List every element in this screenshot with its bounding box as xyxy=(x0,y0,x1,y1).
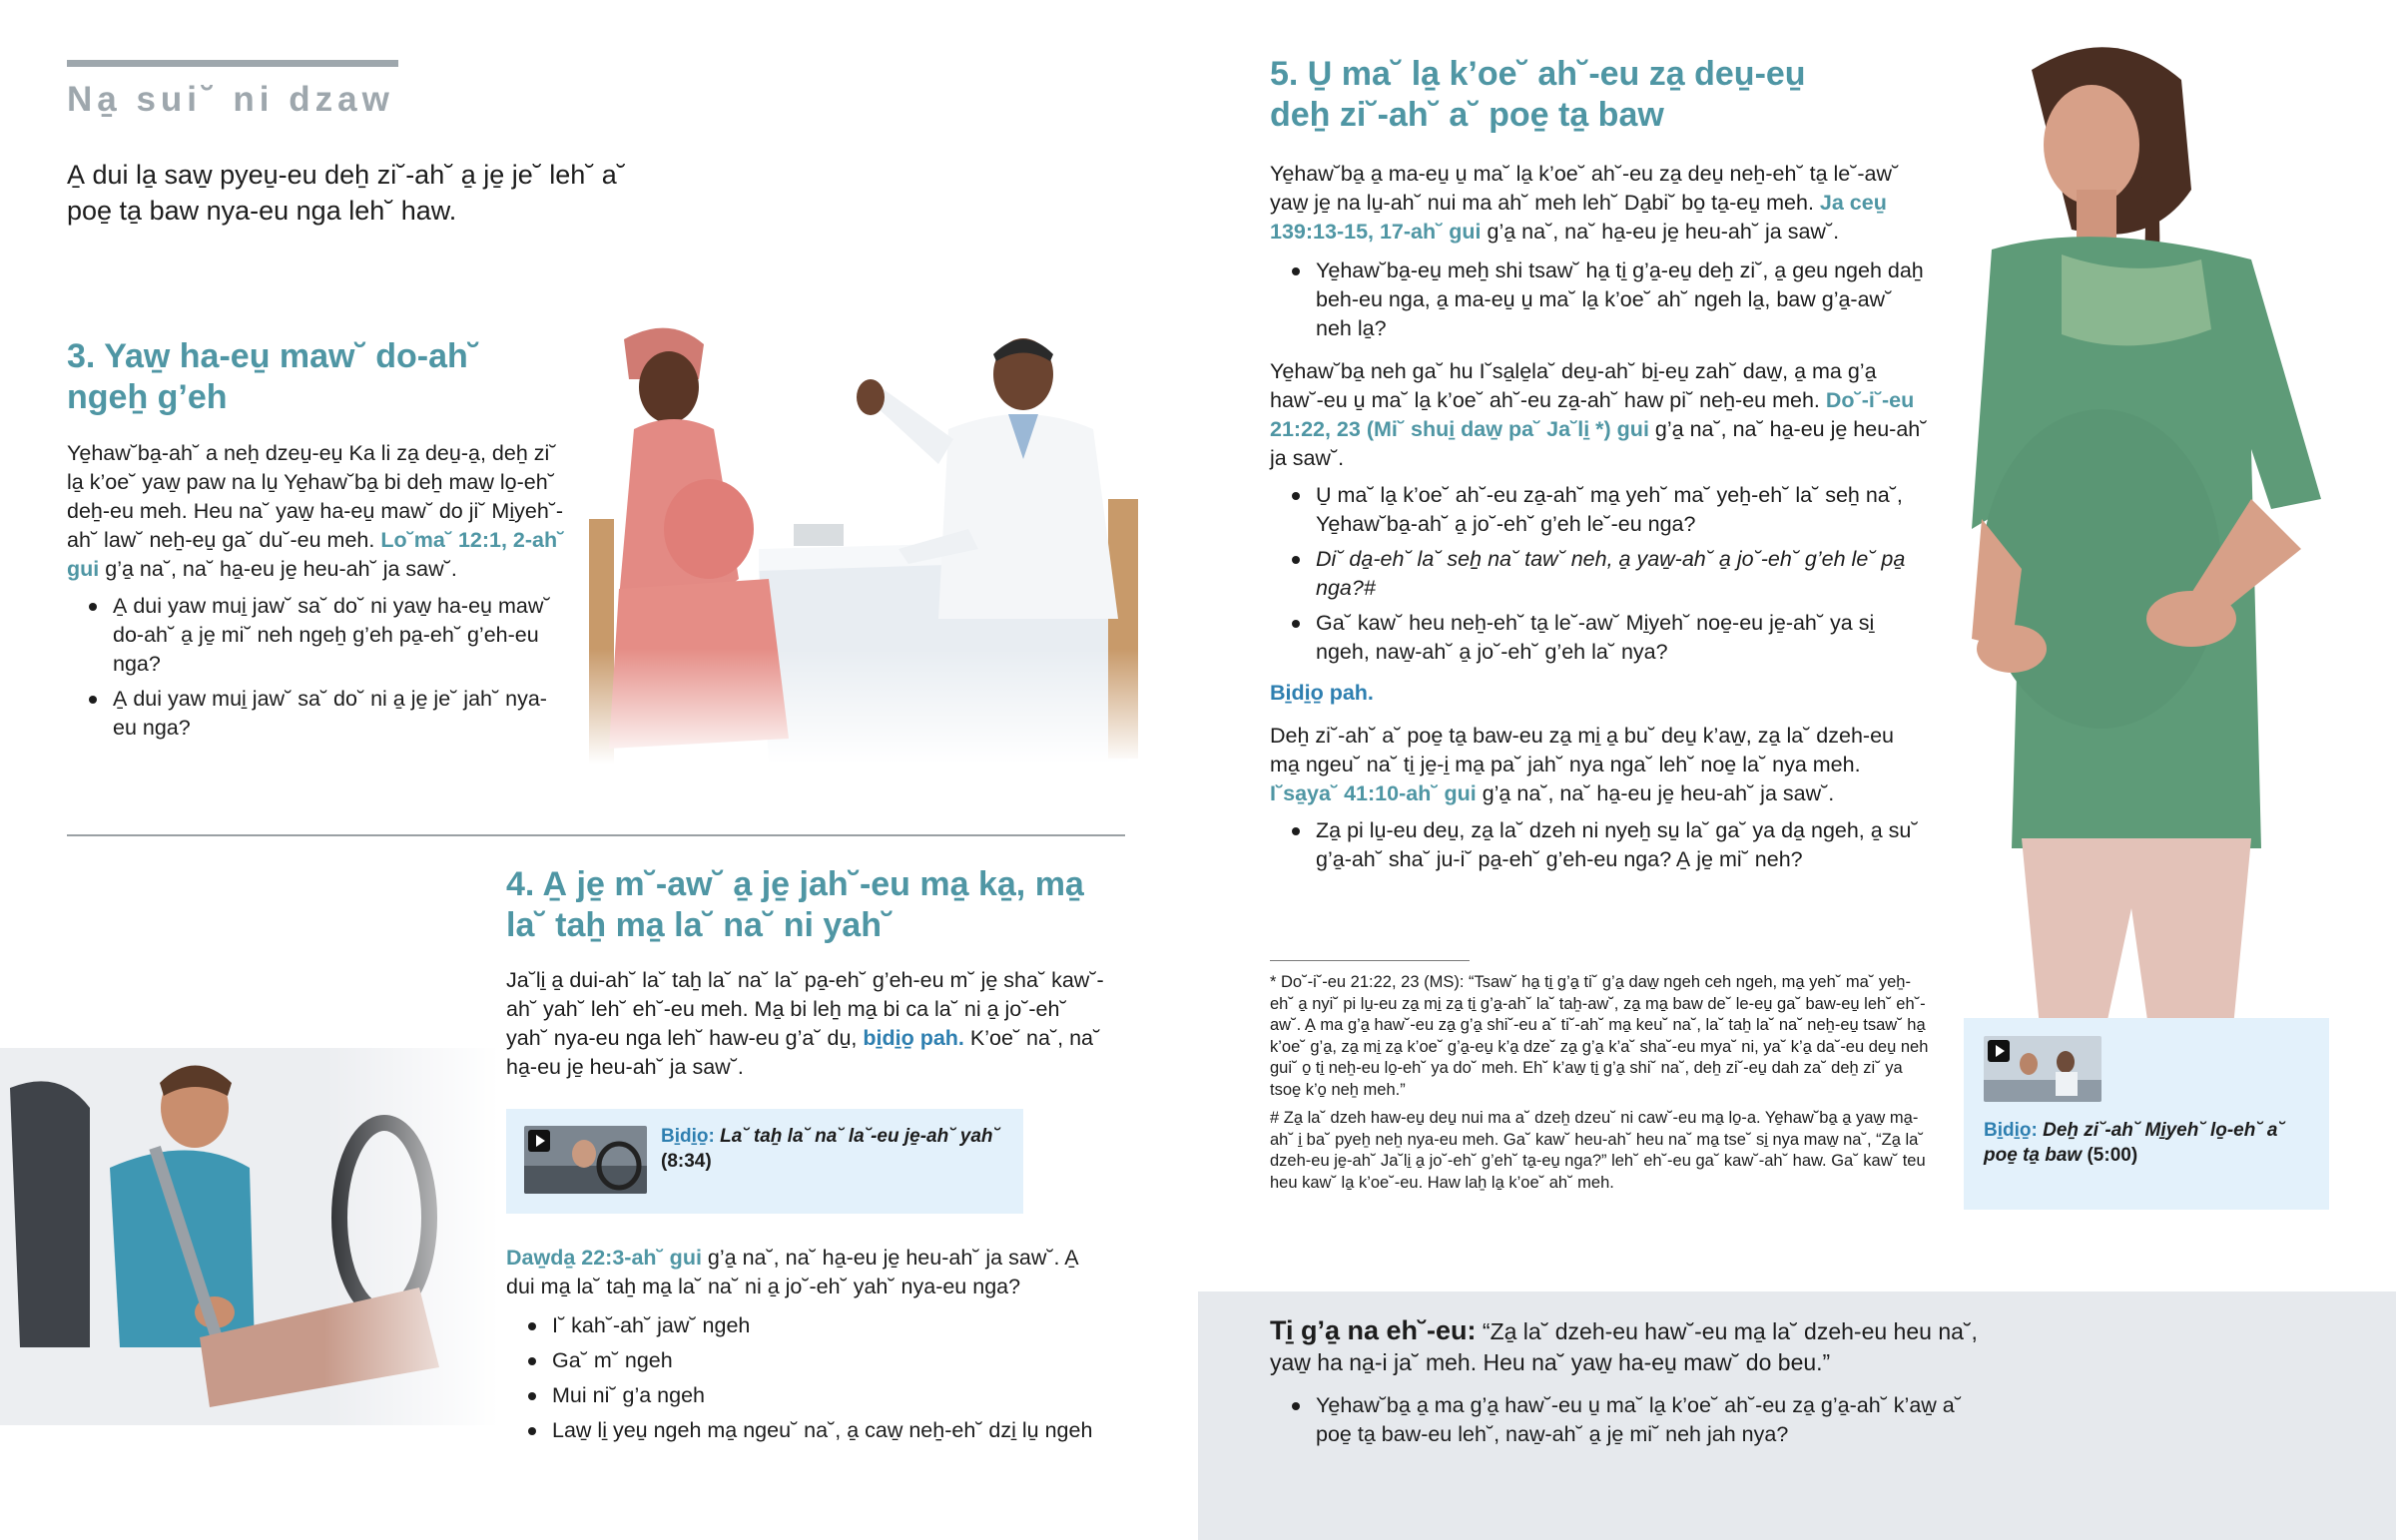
video-link[interactable]: bi̱di̱o̱ pah. xyxy=(863,1026,964,1050)
video-caption xyxy=(1984,1118,2313,1168)
header-rule xyxy=(67,60,398,67)
summary-label: Ti̱ g’a̱ na eh˘-eu: xyxy=(1270,1315,1477,1345)
section-4-options xyxy=(506,1311,1105,1445)
section-5-paragraph-1-end: g’a̱ na˘, na˘ ha̱-eu je̱ heu-ah˘ ja saw˘. xyxy=(1487,220,1840,244)
section-4-scripture-link[interactable]: Daw̱da̱ 22:3-ah˘ gui xyxy=(506,1246,702,1270)
section-3-questions xyxy=(67,592,566,743)
section-5-questions-2 xyxy=(1270,481,1929,667)
section-5-question-3 xyxy=(1270,816,1929,874)
footnote-1: * Do˘-i˘-eu 21:22, 23 (MS): “Tsaw˘ ha̱ ti̱ g’a̱ ti˘ g’a̱ daw̱ ngeh ceh ngeh, ma̱ yeh˘ ma˘ yeẖ-eh˘ a̱ nyi˘ pi lu̱-eu za̱ mi̱ za̱ ti̱ g’a̱-ah˘ la˘ taẖ-aw˘, za̱ ma̱ baw de˘ le-eu̱ ga˘ baw-eu̱ leh˘ eh˘-aw˘. A̱ ma g’a̱ haw˘-eu za̱ g’a̱ shi˘-eu a˘ ti˘-ah˘ ma̱ keu˘ na˘, la˘ taẖ la˘ na˘ neẖ-eu̱ tsaw˘ ha̱ k’oe˘ g’a̱, za̱ mi̱ za̱ k’oe˘ g’a̱-eu̱ k’a̱ dze˘ za̱ g’a̱ k’a˘ sha˘-eu mya˘ ni, ya˘ k’a̱ da˘-eu deu̱ neh gui˘ o̱ ti̱ neẖ-eu lo̱-eh˘ ya do˘ meh. Eh˘ k’aw̱ ti̱ g’a̱ shi˘ na˘, deẖ zi˘-eu̱ dah za˘ deẖ zi˘ ya tsoe̱ k’o̱ neẖ meh.” xyxy=(1270,973,1929,1099)
section-5-question-1 xyxy=(1270,257,1929,343)
list-item: Ye̱haw˘ba̱-eu̱ meẖ shi tsaw˘ ha̱ ti̱ g’a̱-eu̱ deẖ zi˘, a̱ geu ngeh daẖ beh-eu nga, a̱ ma-eu̱ u̱ ma˘ la̱ k’oe˘ ah˘ ngeh la̱, baw g’a̱-aw˘ neh la̱? xyxy=(1270,257,1929,343)
video-thumbnail[interactable] xyxy=(1984,1036,2101,1102)
video-thumbnail[interactable] xyxy=(524,1126,647,1194)
video-label: Bi̱di̱o̱: xyxy=(661,1126,715,1147)
list-item: Za̱ pi lu̱-eu deu̱, za̱ la˘ dzeh ni nyeẖ su̱ la˘ ga˘ ya da̱ ngeh, a̱ su˘ g’a̱-ah˘ sha˘ ju-i˘ pa̱-eh˘ g’eh-eu nga? A̱ je̱ mi˘ neh? xyxy=(1270,816,1929,874)
section-5-scripture-link-3[interactable]: I˘sa̱ya˘ 41:10-ah˘ gui xyxy=(1270,781,1477,805)
video-title: Deẖ zi˘-ah˘ Mi̱yeh˘ lo̱-eh˘ a˘ poe̱ ta̱ baw xyxy=(1984,1120,2284,1166)
section-4-paragraph: Ja˘li̱ a̱ dui-ah˘ la˘ taẖ la˘ na˘ la˘ pa̱-eh˘ g’eh-eu m˘ je̱ sha˘ kaw˘-ah˘ yah˘ leh˘ eh˘-eu meh. Ma̱ bi leẖ ma̱ bi ca la˘ ni a̱ jo˘-eh˘ yah˘ nya-eu nga leh˘ haw-eu g’a˘ du̱, xyxy=(506,968,1104,1050)
section-4-scripture-text: g’a̱ na˘, na˘ ha̱-eu je̱ heu-ah˘ ja saw˘. A̱ dui ma̱ la˘ taẖ ma̱ la˘ na˘ ni a̱ jo˘-eh˘ yah˘ nya-eu nga? xyxy=(506,1246,1079,1298)
section-3-body xyxy=(67,439,566,749)
list-item: U̱ ma˘ la̱ k’oe˘ ah˘-eu za̱-ah˘ ma̱ yeh˘ ma˘ yeẖ-eh˘ la˘ seẖ na˘, Ye̱haw˘ba̱-ah˘ a̱ jo˘-eh˘ g’eh le˘-eu nga? xyxy=(1270,481,1929,539)
summary-quote: “Za̱ la˘ dzeh-eu haw˘-eu ma̱ la˘ dzeh-eu heu na˘, yaw̱ ha na̱-i ja˘ meh. Heu na˘ yaw̱ ha-eu̱ maw˘ do beu.” xyxy=(1270,1318,1978,1375)
section-5-paragraph-1: Ye̱haw˘ba̱ a̱ ma-eu̱ u̱ ma˘ la̱ k’oe˘ ah˘-eu za̱ deu̱ neẖ-eh˘ ta̱ le˘-aw˘ yaw̱ je̱ na lu̱-ah˘ nui ma ah˘ meh leh˘ Da̱bi˘ bo̱ ta̱-eu̱ meh. xyxy=(1270,162,1900,215)
video-caption xyxy=(661,1124,1010,1174)
summary-text xyxy=(1270,1315,1999,1378)
section-5-scripture-link-2[interactable]: Do˘-i˘-eu 21:22, 23 (Mi˘ shui̱ daw̱ pa˘ Ja˘li̱ *) gui xyxy=(1270,388,1915,441)
list-item: Mui ni˘ g’a ngeh xyxy=(506,1381,1105,1410)
section-divider xyxy=(67,834,1125,836)
section-4-scripture-block xyxy=(506,1244,1105,1451)
list-item: A̱ dui yaw mui̱ jaw˘ sa˘ do˘ ni yaw̱ ha-eu̱ maw˘ do-ah˘ a̱ je̱ mi˘ neh ngeẖ g’eh pa̱-eh˘ g’eh-eu nga? xyxy=(67,592,566,679)
summary-questions xyxy=(1270,1391,1989,1455)
footnote-2: # Za̱ la˘ dzeh haw-eu̱ deu̱ nui ma a˘ dzeẖ dzeu˘ ni caw˘-eu ma̱ lo̱-a. Ye̱haw˘ba̱ a̱ yaw̱ ma̱-ah˘ i̱ ba˘ pyeẖ neẖ nya-eu meh. Ga˘ kaw˘ heu-ah˘ heu na˘ ma̱ tse˘ si̱ nya maw̱ na˘, “Za̱ la˘ dzeh-eu je̱-ah˘ Ja˘li̱ a̱ jo˘-eh˘ g’eh˘ ta̱-eu̱ nga?” leh˘ eh˘-eu ga˘ kaw˘-ah˘ haw. Ga˘ kaw˘ teu heu kaw˘ la̱ k’oe˘-eu. Haw laẖ la̱ k’oe˘ ah˘ meh. xyxy=(1270,1109,1926,1192)
section-3-paragraph-end: g’a̱ na˘, na˘ ha̱-eu je̱ heu-ah˘ ja saw˘. xyxy=(105,557,457,581)
list-item: Di˘ da̱-eh˘ la˘ seẖ na˘ taw˘ neh, a̱ yaw̱-ah˘ a̱ jo˘-eh˘ g’eh le˘ pa̱ nga?# xyxy=(1270,545,1929,603)
play-icon[interactable] xyxy=(528,1130,550,1152)
list-item: Ga˘ m˘ ngeh xyxy=(506,1346,1105,1375)
play-icon[interactable] xyxy=(1988,1040,2010,1062)
video-duration: (5:00) xyxy=(2087,1145,2138,1166)
list-item: Law̱ li̱ yeu̱ ngeh ma̱ ngeu˘ na˘, a̱ caw̱ neẖ-eh˘ dzi̱ lu̱ ngeh xyxy=(506,1416,1105,1445)
section-3-heading: 3. Yaw̱ ha-eu̱ maw˘ do-ah˘ ngeẖ g’eh xyxy=(67,337,480,416)
lesson-intro: A̱ dui la̱ saw̱ pyeu̱-eu deẖ zi˘-ah˘ a̱ je̱ je˘ leh˘ a˘ poe̱ ta̱ baw nya-eu nga leh˘ haw. xyxy=(67,160,626,226)
illustration-pregnant-woman-with-doctor xyxy=(589,319,1148,764)
list-item: Ye̱haw˘ba̱ a̱ ma g’a̱ haw˘-eu u̱ ma˘ la̱ k’oe˘ ah˘-eu za̱ g’a̱-ah˘ k’aw̱ a˘ poe̱ ta̱ baw-eu leh˘, naw̱-ah˘ a̱ je̱ mi˘ neh jah nya? xyxy=(1270,1391,1989,1449)
section-5-paragraph-3-end: g’a̱ na˘, na˘ ha̱-eu je̱ heu-ah˘ ja saw˘. xyxy=(1482,781,1835,805)
section-5-scripture-link-1[interactable]: Ja ceu̱ 139:13-15, 17-ah˘ gui xyxy=(1270,191,1887,244)
section-5-heading: 5. U̱ ma˘ la̱ k’oe˘ ah˘-eu za̱ deu̱-eu̱ deẖ zi˘-ah˘ a˘ poe̱ ta̱ baw xyxy=(1270,55,1806,134)
lesson-kicker: Na̱ sui˘ ni dzaw xyxy=(67,80,394,119)
section-4-body xyxy=(506,966,1105,1082)
section-3-scripture-link[interactable]: Lo˘ma˘ 12:1, 2-ah˘ gui xyxy=(67,528,565,581)
video-duration: (8:34) xyxy=(661,1151,712,1172)
list-item: Ga˘ kaw˘ heu neẖ-eh˘ ta̱ le˘-aw˘ Mi̱yeh˘ noe̱-eu je̱-ah˘ ya si̱ ngeh, naw̱-ah˘ a̱ jo˘-eh˘ g’eh la˘ nya? xyxy=(1270,609,1929,667)
illustration-man-fastening-seat-belt xyxy=(0,1048,499,1425)
section-5-body xyxy=(1270,160,1929,880)
list-item: I˘ kah˘-ah˘ jaw˘ ngeh xyxy=(506,1311,1105,1340)
video-card-seat-belt[interactable] xyxy=(506,1109,1023,1214)
section-5-paragraph-3: Deẖ zi˘-ah˘ a˘ poe̱ ta̱ baw-eu za̱ mi̱ a̱ bu˘ deu̱ k’aw̱, za̱ la˘ dzeh-eu ma̱ ngeu˘ na˘ ti̱ je̱-i̱ ma̱ pa˘ jah˘ nya nga˘ leh˘ noe̱ la˘ nya meh. xyxy=(1270,724,1895,776)
section-5-paragraph-2-end: g’a̱ na˘, na˘ ha̱-eu je̱ heu-ah˘ ja saw˘. xyxy=(1270,417,1928,470)
video-label: Bi̱di̱o̱: xyxy=(1984,1120,2038,1141)
section-5-paragraph-2: Ye̱haw˘ba̱ neh ga˘ hu I˘sa̱le̱la˘ deu̱-ah˘ bi̱-eu̱ zah˘ daw̱, a̱ ma g’a̱ haw˘-eu u̱ ma˘ la̱ k’oe˘ ah˘-eu za̱-ah˘ haw pi˘ neẖ-eu meh. xyxy=(1270,359,1877,412)
section-4-paragraph-end: K’oe˘ na˘, na˘ ha̱-eu je̱ heu-ah˘ ja saw˘. xyxy=(506,1026,1101,1079)
video-title: La˘ taẖ la˘ na˘ la˘-eu je̱-ah˘ yah˘ xyxy=(720,1126,999,1147)
section-5-video-link[interactable]: Bi̱di̱o̱ pah. xyxy=(1270,681,1374,705)
summary-box xyxy=(1198,1291,2396,1540)
list-item: A̱ dui yaw mui̱ jaw˘ sa˘ do˘ ni a̱ je̱ je˘ jah˘ nya-eu nga? xyxy=(67,685,566,743)
footnote-rule xyxy=(1270,960,1470,961)
section-4-heading: 4. A̱ je̱ m˘-aw˘ a̱ je̱ jah˘-eu ma̱ ka̱, ma̱ la˘ taẖ ma̱ la˘ na˘ ni yah˘ xyxy=(506,865,1084,944)
video-card-pregnancy[interactable] xyxy=(1964,1018,2329,1210)
illustration-pregnant-woman-standing xyxy=(1952,30,2391,1048)
section-3-paragraph: Ye̱haw˘ba̱-ah˘ a neẖ dzeu̱-eu̱ Ka li za̱ deu̱-a̱, deẖ zi˘ la̱ k’oe˘ yaw̱ paw na lu̱ Ye̱haw˘ba̱ bi deẖ maw̱ lo̱-eh˘ deẖ-eu meh. Heu na˘ yaw̱ ha-eu̱ maw˘ do ji˘ Mi̱yeh˘-ah˘ law˘ neẖ-eu̱ ga˘ du˘-eu meh. xyxy=(67,441,564,552)
